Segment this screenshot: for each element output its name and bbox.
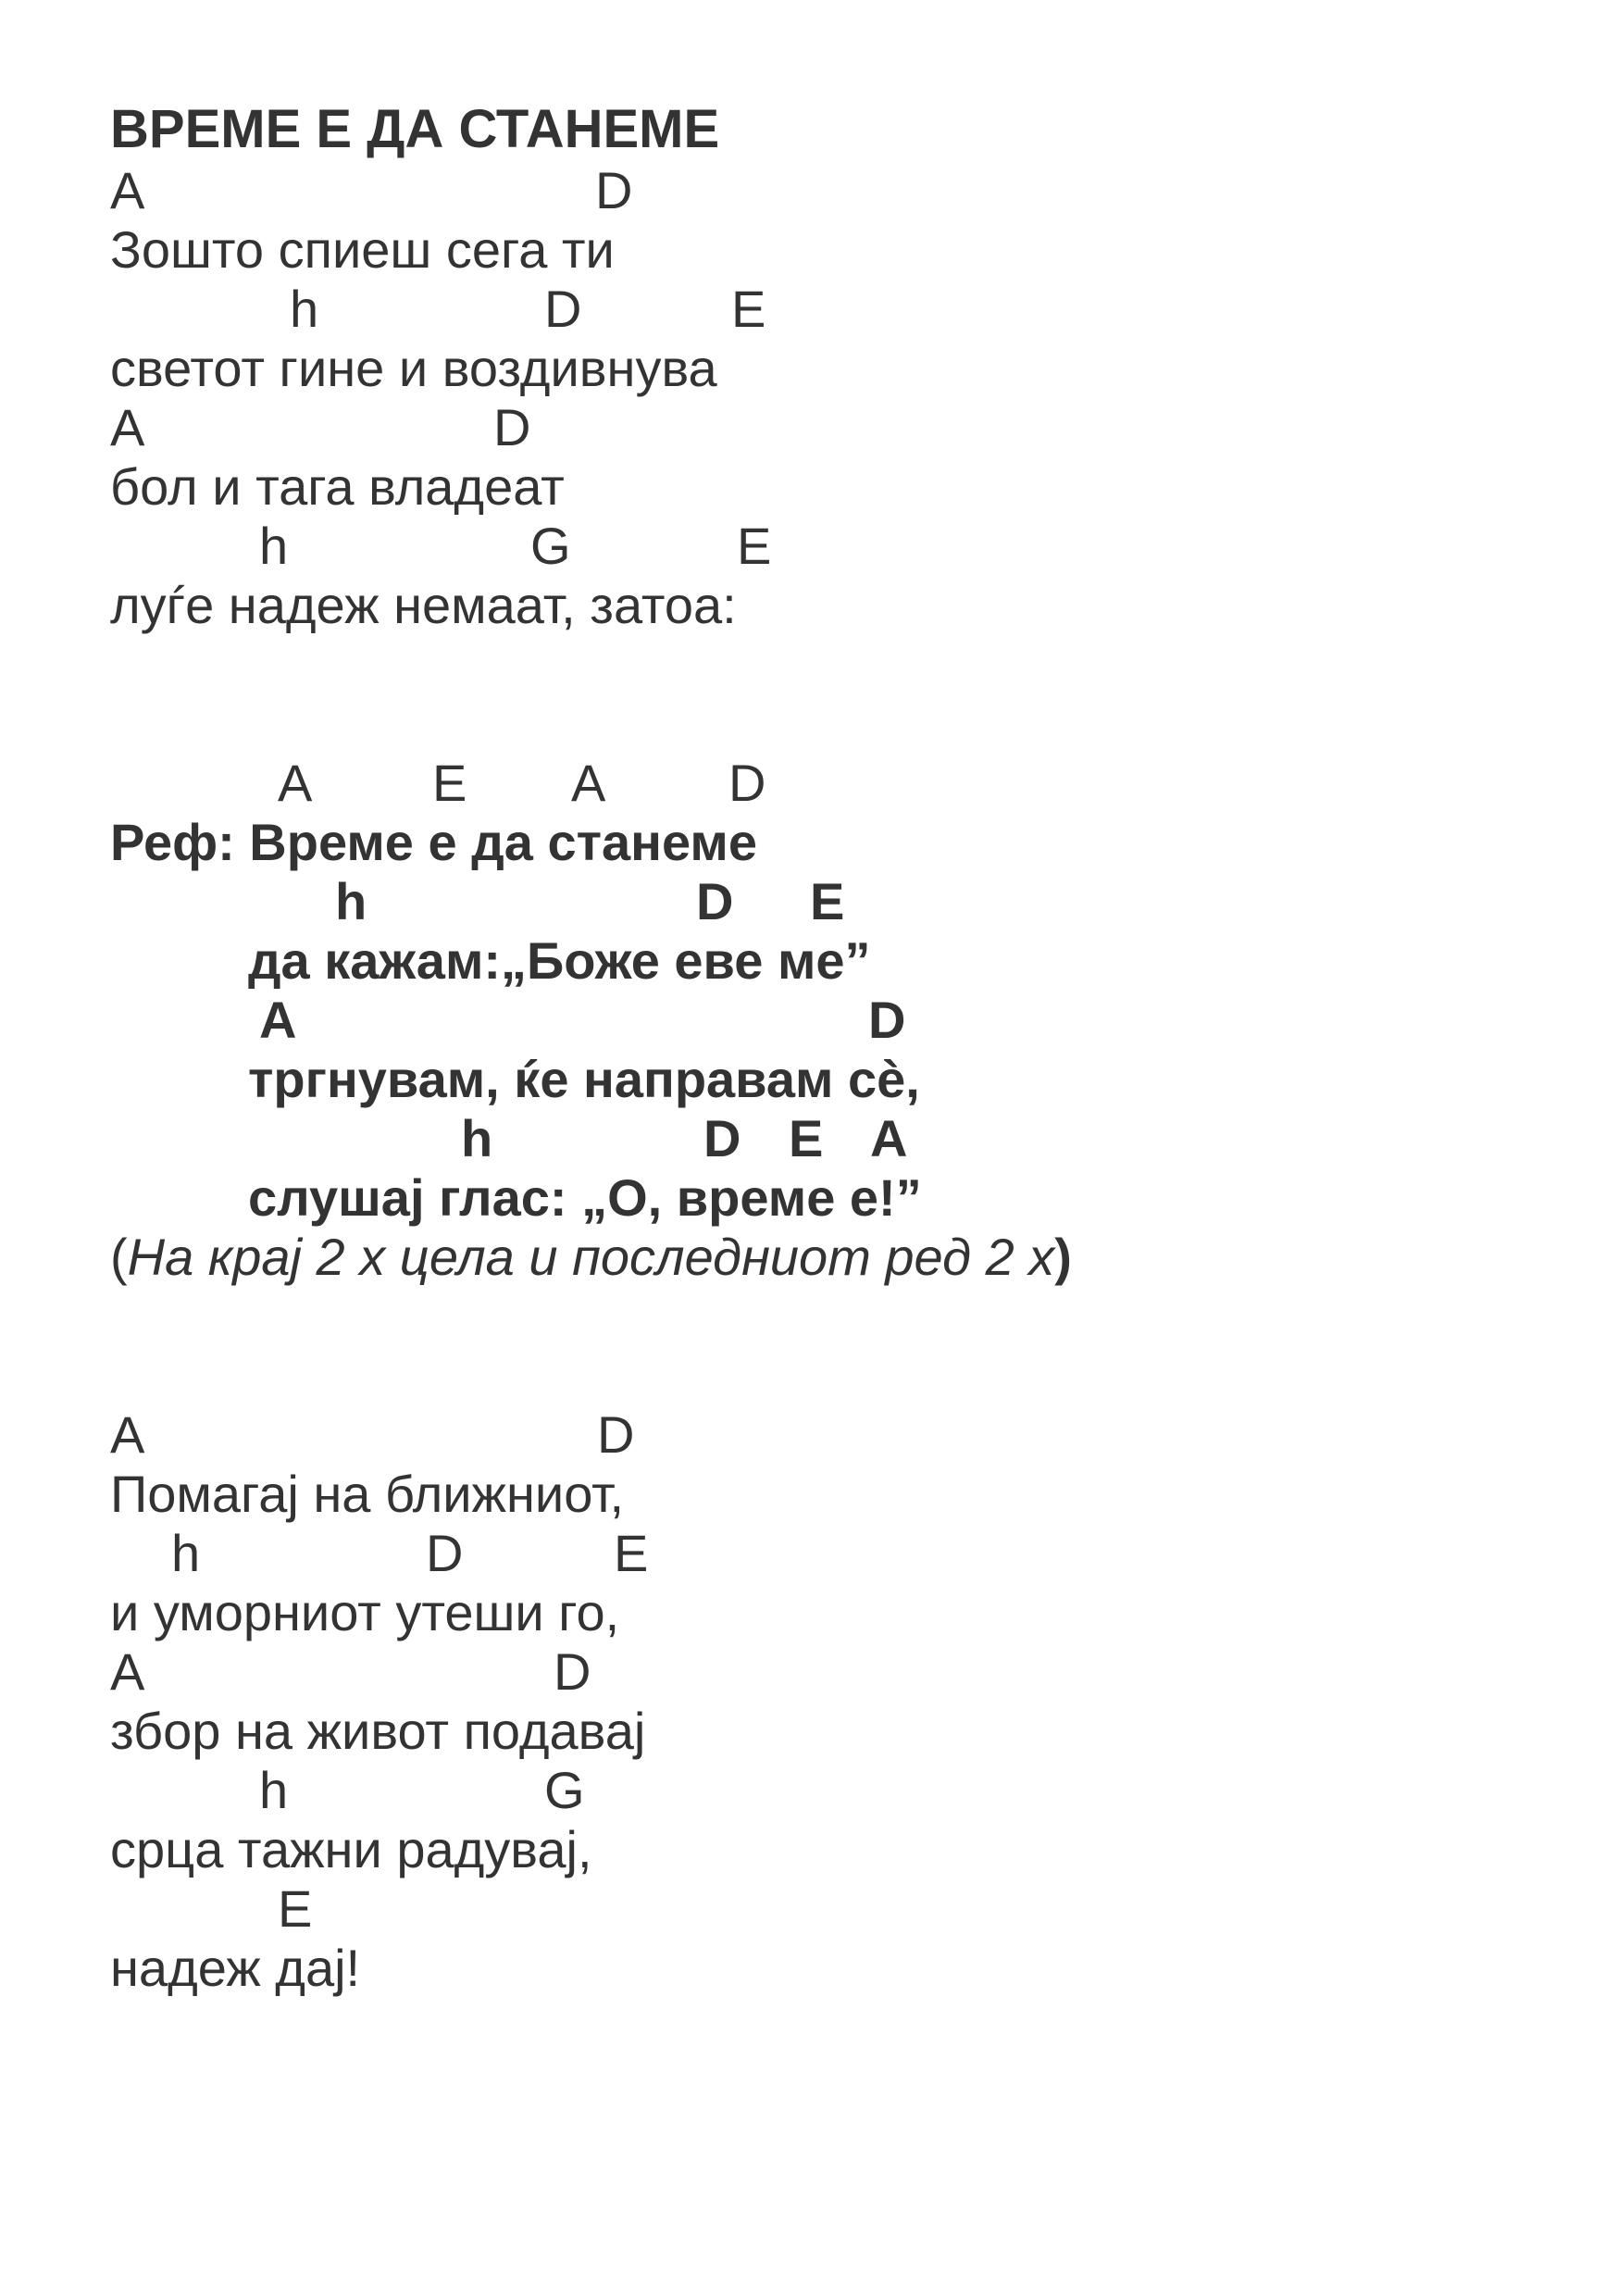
refrain-lyric-line: Реф: Време е да станеме xyxy=(110,813,757,871)
chord: E xyxy=(432,754,467,812)
chord: h xyxy=(259,517,289,575)
chord: A xyxy=(110,398,145,456)
chord: D xyxy=(544,280,582,338)
chord: D xyxy=(493,398,531,456)
chord: A xyxy=(110,1642,145,1701)
chord: D xyxy=(703,1109,741,1167)
chord: A xyxy=(110,1405,145,1464)
chord: D xyxy=(696,872,734,930)
lyric-line: бол и тага владеат xyxy=(110,457,565,516)
chord: E xyxy=(737,517,772,575)
refrain-repeat-note xyxy=(110,1228,1072,1287)
note-text: На крај 2 х цела и последниот ред 2 х xyxy=(127,1228,1055,1286)
lyric-line: и уморниот утеши го, xyxy=(110,1583,620,1641)
chord: D xyxy=(728,754,766,812)
refrain-lyric-line: да кажам:„Боже еве ме” xyxy=(248,931,871,990)
chord: D xyxy=(595,161,633,219)
lyric-line: збор на живот подавај xyxy=(110,1702,646,1760)
note-open-paren: ( xyxy=(110,1228,128,1286)
chord: E xyxy=(278,1879,313,1938)
lyric-line: светот гине и воздивнува xyxy=(110,339,717,397)
chord: D xyxy=(554,1642,591,1701)
lyric-line: Помагај на ближниот, xyxy=(110,1465,625,1523)
note-close-paren: ) xyxy=(1054,1228,1072,1286)
lyric-line: срца тажни радувај, xyxy=(110,1820,592,1878)
chord: G xyxy=(544,1761,585,1819)
lyric-line: Зошто спиеш сега ти xyxy=(110,220,615,279)
chord: E xyxy=(789,1109,824,1167)
chord: D xyxy=(868,991,906,1049)
chord: D xyxy=(426,1524,464,1582)
chord: D xyxy=(597,1405,635,1464)
chord: G xyxy=(530,517,571,575)
chord: h xyxy=(461,1109,493,1167)
chord: E xyxy=(731,280,766,338)
refrain-lyric-line: слушај глас: „О, време е!” xyxy=(248,1168,922,1227)
chord: A xyxy=(278,754,313,812)
chord: h xyxy=(335,872,367,930)
chord: A xyxy=(259,991,297,1049)
lyric-line: надеж дај! xyxy=(110,1939,361,1997)
chord: h xyxy=(290,280,319,338)
chord: A xyxy=(571,754,606,812)
chord: E xyxy=(614,1524,649,1582)
chord: A xyxy=(110,161,145,219)
chord: h xyxy=(171,1524,201,1582)
refrain-lyric-line: тргнувам, ќе направам сè, xyxy=(248,1050,920,1108)
chord: h xyxy=(259,1761,289,1819)
chord: E xyxy=(810,872,845,930)
lyric-line: луѓе надеж немаат, затоа: xyxy=(110,576,737,634)
chord: A xyxy=(870,1109,908,1167)
song-title: ВРЕМЕ Е ДА СТАНЕМЕ xyxy=(110,99,720,159)
